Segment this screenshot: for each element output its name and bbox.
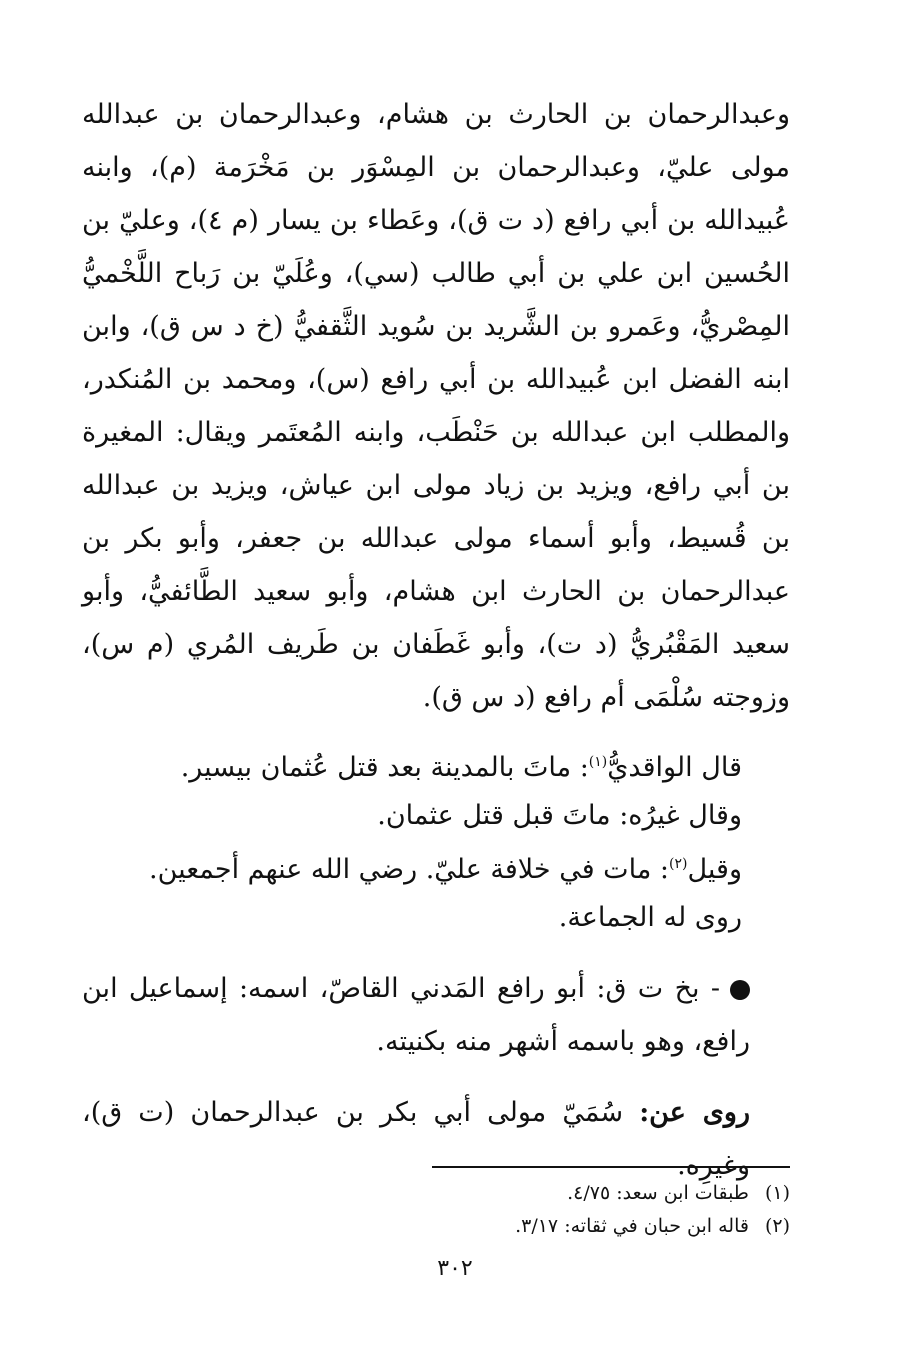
quote-line (82, 738, 790, 792)
quotes-block (82, 738, 790, 942)
quote-text: : مات في خلافة عليّ. رضي الله عنهم أجمعين. (148, 854, 669, 885)
bullet-icon (730, 980, 750, 1000)
footnote-number: (٢) (764, 1215, 790, 1237)
rawa-text: سُمَيّ مولى أبي بكر بن عبدالرحمان (ت ق)، وغيرِه. (82, 1097, 750, 1181)
quote-text: قال الواقديُّ (607, 752, 742, 783)
footnote-text: طبقات ابن سعد: ٤/٧٥. (567, 1182, 749, 1204)
footnote (567, 1180, 790, 1206)
rawa-label: روى عن: (639, 1097, 750, 1128)
rawa-paragraph (82, 1086, 790, 1192)
page-number: ٣٠٢ (437, 1256, 473, 1281)
quote-text: وقيل (687, 854, 742, 885)
footnote (515, 1213, 790, 1239)
quote-text: : ماتَ بالمدينة بعد قتل عُثمان بيسير. (180, 752, 589, 783)
entry-head: - بخ ت ق: (596, 973, 720, 1004)
quote-line (82, 840, 790, 894)
footnote-text: قاله ابن حبان في ثقاته: ٣/١٧. (515, 1215, 749, 1237)
entry-text: أبو رافع المَدني القاصّ، اسمه: إسماعيل ابن رافع، وهو باسمه أشهر منه بكنيته. (82, 973, 750, 1057)
narrators-paragraph: وعبدالرحمان بن الحارث بن هشام، وعبدالرحمان بن عبدالله مولى عليّ، وعبدالرحمان بن المِسْوَر بن مَخْرَمة (م)، وابنه عُبيدالله بن أبي رافع (د ت ق)، وعَطاء بن يسار (م ٤)، وعليّ بن الحُسين ابن علي بن أبي طالب (سي)، وعُلَيّ بن رَباح اللَّخْميُّ المِصْريُّ، وعَمرو بن الشَّريد بن سُويد الثَّقفيُّ (خ د س ق)، وابن ابنه الفضل ابن عُبيدالله بن أبي رافع (س)، ومحمد بن المُنكدر، والمطلب ابن عبدالله بن حَنْطَب، وابنه المُعتَمر ويقال: المغيرة بن أبي رافع، ويزيد بن زياد مولى ابن عياش، ويزيد بن عبدالله بن قُسيط، وأبو أسماء مولى عبدالله بن جعفر، وأبو بكر بن عبدالرحمان بن الحارث ابن هشام، وأبو سعيد الطَّائفيُّ، وأبو سعيد المَقْبُريُّ (د ت)، وأبو غَطَفان بن طَريف المُري (م س)، وزوجته سُلْمَى أم رافع (د س ق). (82, 99, 790, 713)
quote-line: روى له الجماعة. (558, 902, 742, 933)
footnote-ref: (٢) (668, 856, 688, 872)
entry-paragraph (82, 962, 790, 1068)
footnote-number: (١) (764, 1182, 790, 1204)
page-body (82, 88, 790, 1192)
quote-line: وقال غيرُه: ماتَ قبل قتل عثمان. (377, 800, 742, 831)
footnote-divider (432, 1166, 790, 1168)
footnote-ref: (١) (588, 754, 608, 770)
